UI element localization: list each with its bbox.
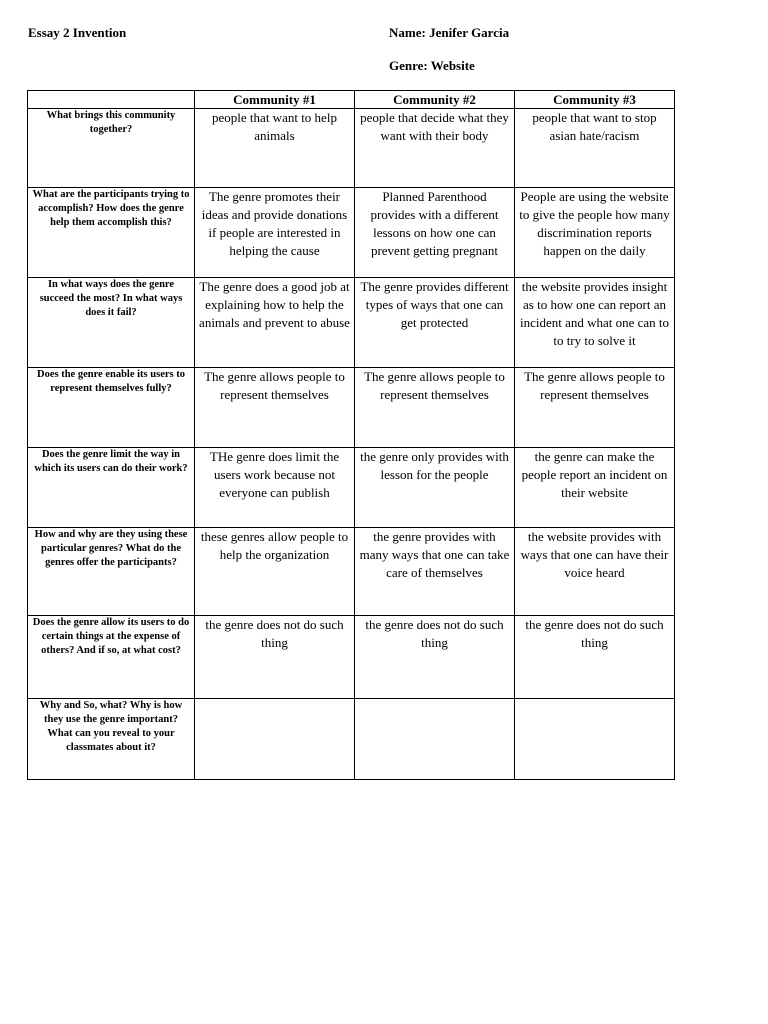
answer-cell-community-2: the genre does not do such thing	[355, 616, 515, 699]
answer-cell-community-1: THe genre does limit the users work because not everyone can publish	[195, 448, 355, 528]
answer-cell-community-2: people that decide what they want with their body	[355, 109, 515, 188]
answer-cell-community-1: The genre allows people to represent themselves	[195, 368, 355, 448]
answer-cell-community-2: Planned Parenthood provides with a different lessons on how one can prevent getting pregnant	[355, 188, 515, 278]
answer-cell-community-2: the genre only provides with lesson for the people	[355, 448, 515, 528]
essay-title: Essay 2 Invention	[28, 25, 127, 40]
question-cell: What are the participants trying to accomplish? How does the genre help them accomplish this?	[28, 188, 195, 278]
answer-cell-community-1: these genres allow people to help the organization	[195, 528, 355, 616]
student-name: Name: Jenifer Garcia	[389, 25, 510, 40]
answer-cell-community-3: People are using the website to give the people how many discrimination reports happen on the daily	[515, 188, 675, 278]
question-cell: Does the genre limit the way in which its users can do their work?	[28, 448, 195, 528]
table-row	[28, 448, 675, 528]
column-header-community-1: Community #1	[195, 91, 355, 109]
answer-cell-community-3: the genre does not do such thing	[515, 616, 675, 699]
answer-cell-community-3: the website provides insight as to how one can report an incident and what one can to to try to solve it	[515, 278, 675, 368]
column-header-community-2: Community #2	[355, 91, 515, 109]
table-row	[28, 699, 675, 780]
answer-cell-community-3	[515, 699, 675, 780]
answer-cell-community-3: people that want to stop asian hate/racism	[515, 109, 675, 188]
table-row	[28, 528, 675, 616]
answer-cell-community-2: The genre provides different types of ways that one can get protected	[355, 278, 515, 368]
question-cell: How and why are they using these particular genres? What do the genres offer the participants?	[28, 528, 195, 616]
question-cell: Does the genre allow its users to do certain things at the expense of others? And if so, at what cost?	[28, 616, 195, 699]
column-header-community-3: Community #3	[515, 91, 675, 109]
answer-cell-community-3: the website provides with ways that one can have their voice heard	[515, 528, 675, 616]
answer-cell-community-1: people that want to help animals	[195, 109, 355, 188]
table-header-row	[28, 91, 675, 109]
genre-label: Genre: Website	[389, 58, 475, 73]
table-row	[28, 188, 675, 278]
answer-cell-community-2	[355, 699, 515, 780]
answer-cell-community-1: the genre does not do such thing	[195, 616, 355, 699]
question-cell: Does the genre enable its users to represent themselves fully?	[28, 368, 195, 448]
answer-cell-community-1	[195, 699, 355, 780]
answer-cell-community-1: The genre does a good job at explaining how to help the animals and prevent to abuse	[195, 278, 355, 368]
answer-cell-community-2: the genre provides with many ways that one can take care of themselves	[355, 528, 515, 616]
table-row	[28, 616, 675, 699]
question-cell: Why and So, what? Why is how they use the genre important? What can you reveal to your classmates about it?	[28, 699, 195, 780]
answer-cell-community-3: The genre allows people to represent themselves	[515, 368, 675, 448]
table-row	[28, 278, 675, 368]
invention-table	[27, 90, 675, 780]
answer-cell-community-2: The genre allows people to represent themselves	[355, 368, 515, 448]
table-row	[28, 368, 675, 448]
question-cell: In what ways does the genre succeed the most? In what ways does it fail?	[28, 278, 195, 368]
table-row	[28, 109, 675, 188]
question-cell: What brings this community together?	[28, 109, 195, 188]
column-header	[28, 91, 195, 109]
answer-cell-community-1: The genre promotes their ideas and provide donations if people are interested in helping the cause	[195, 188, 355, 278]
answer-cell-community-3: the genre can make the people report an incident on their website	[515, 448, 675, 528]
